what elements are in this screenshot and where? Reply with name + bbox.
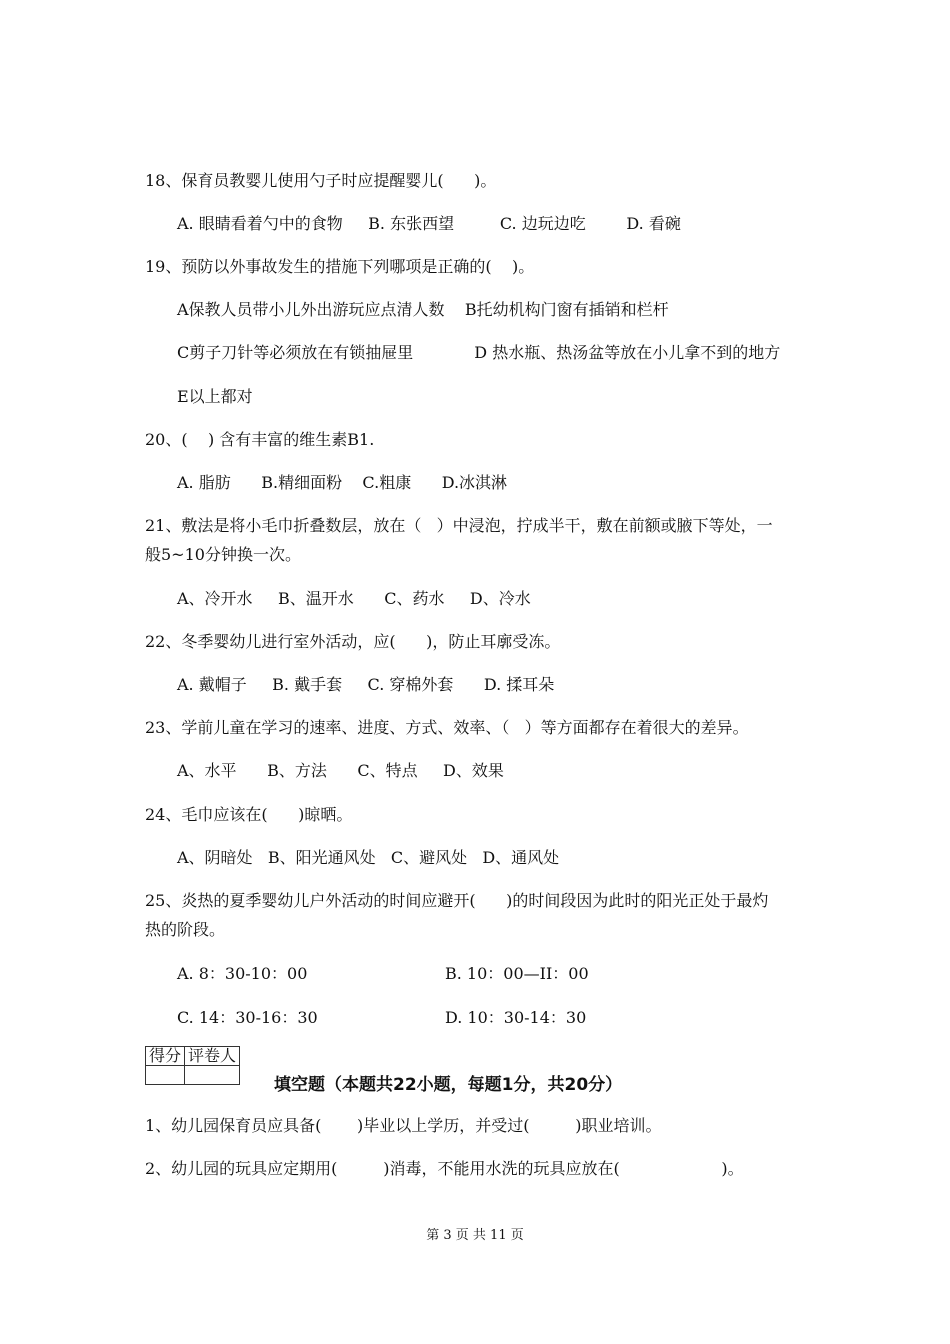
grader-cell	[185, 1066, 240, 1085]
question-20-stem: 20、( ) 含有丰富的维生素B1.	[145, 430, 375, 449]
question-22-stem: 22、冬季婴幼儿进行室外活动，应( )，防止耳廓受冻。	[145, 632, 561, 651]
question-21-options: A、冷开水 B、温开水 C、药水 D、冷水	[177, 589, 531, 608]
fill-in-question-1: 1、幼儿园保育员应具备( )毕业以上学历，并受过( )职业培训。	[145, 1116, 662, 1135]
page-footer: 第 3 页 共 11 页	[426, 1228, 524, 1243]
question-19-option-c-d: C剪子刀针等必须放在有锁抽屉里 D 热水瓶、热汤盆等放在小儿拿不到的地方	[177, 343, 781, 362]
score-label: 得分	[146, 1047, 185, 1066]
question-22-options: A. 戴帽子 B. 戴手套 C. 穿棉外套 D. 揉耳朵	[177, 675, 555, 694]
score-table	[145, 1046, 240, 1085]
question-25-option-c: C. 14：30-16：30	[177, 1008, 318, 1027]
score-cell	[146, 1066, 185, 1085]
grader-label: 评卷人	[185, 1047, 240, 1066]
question-25-option-b: B. 10：00—II：00	[445, 964, 589, 983]
question-24-options: A、阴暗处 B、阳光通风处 C、避风处 D、通风处	[177, 848, 560, 867]
question-18-stem: 18、保育员教婴儿使用勺子时应提醒婴儿( )。	[145, 171, 497, 190]
question-23-options: A、水平 B、方法 C、特点 D、效果	[177, 761, 504, 780]
question-21-stem: 21、敷法是将小毛巾折叠数层，放在（ ）中浸泡，拧成半干，敷在前额或腋下等处，一	[145, 516, 773, 535]
question-19-option-e: E以上都对	[177, 387, 253, 406]
question-21-stem-cont: 般5~10分钟换一次。	[145, 545, 301, 564]
question-19-stem: 19、预防以外事故发生的措施下列哪项是正确的( )。	[145, 257, 535, 276]
question-25-stem-cont: 热的阶段。	[145, 920, 226, 939]
question-19-option-a-b: A保教人员带小儿外出游玩应点清人数 B托幼机构门窗有插销和栏杆	[177, 300, 669, 319]
question-24-stem: 24、毛巾应该在( )晾晒。	[145, 805, 353, 824]
question-20-options: A. 脂肪 B.精细面粉 C.粗康 D.冰淇淋	[177, 473, 508, 492]
question-25-stem: 25、炎热的夏季婴幼儿户外活动的时间应避开( )的时间段因为此时的阳光正处于最灼	[145, 891, 769, 910]
question-18-options: A. 眼睛看着勺中的食物 B. 东张西望 C. 边玩边吃 D. 看碗	[177, 214, 681, 233]
question-25-option-a: A. 8：30-10：00	[177, 964, 308, 983]
question-25-option-d: D. 10：30-14：30	[445, 1008, 587, 1027]
fill-in-question-2: 2、幼儿园的玩具应定期用( )消毒，不能用水洗的玩具应放在( )。	[145, 1159, 744, 1178]
question-23-stem: 23、学前儿童在学习的速率、进度、方式、效率、（ ）等方面都存在着很大的差异。	[145, 718, 749, 737]
section-title: 填空题（本题共22小题，每题1分，共20分）	[274, 1075, 623, 1095]
